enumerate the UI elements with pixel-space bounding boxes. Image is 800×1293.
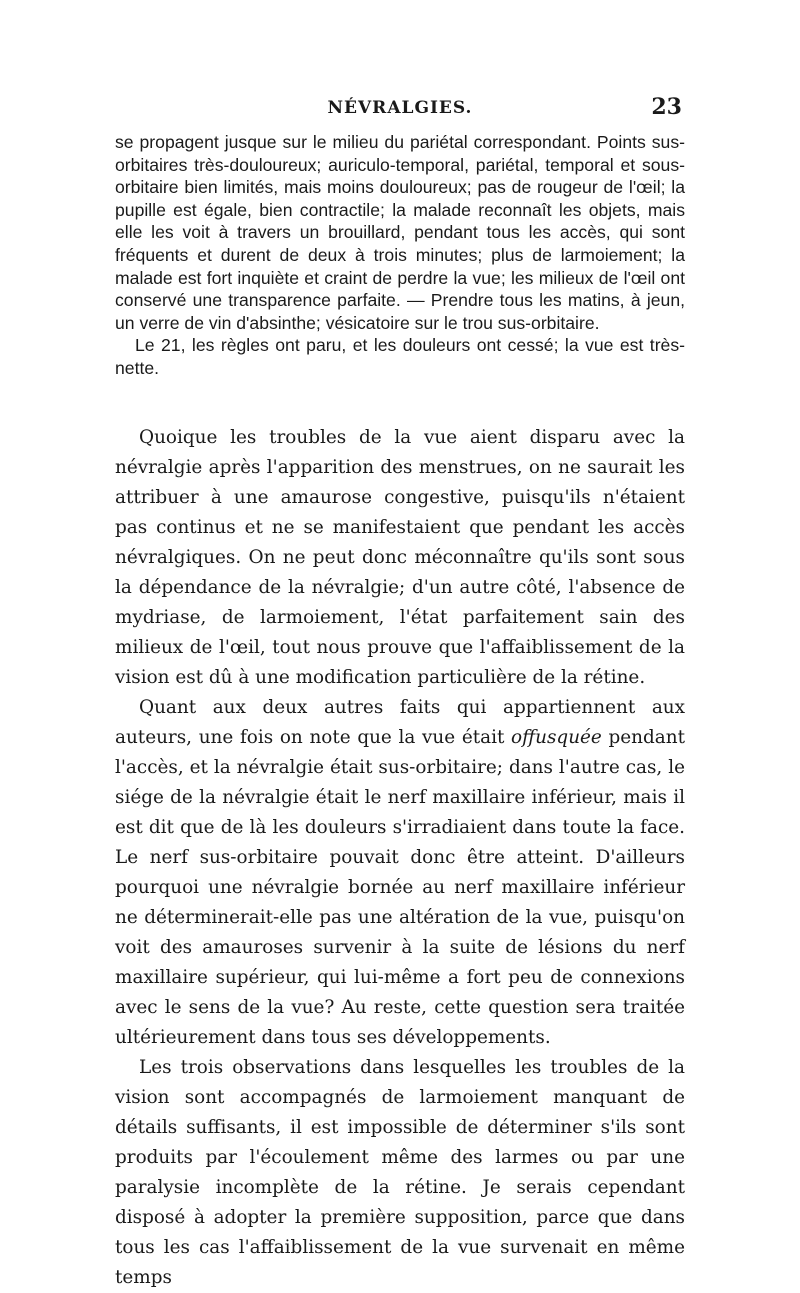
running-title: NÉVRALGIES. [327, 98, 473, 118]
discussion-text [115, 423, 685, 1293]
italic-term: offusquée [511, 727, 602, 748]
page-number: 23 [651, 94, 682, 120]
observation-paragraph: Le 21, les règles ont paru, et les douleurs ont cessé; la vue est très-nette. [115, 335, 685, 378]
paragraph-text: Quant aux deux autres faits qui appartiennent aux auteurs, une fois on note que la vue était [115, 697, 685, 748]
discussion-paragraph [115, 693, 685, 1053]
discussion-paragraph: Les trois observations dans lesquelles les troubles de la vision sont accompagnés de larmoiement manquant de détails suffisants, il est impossible de déterminer s'ils sont produits par l'écoulement même des larmes ou par une paralysie incomplète de la rétine. Je serais cependant disposé à adopter la première supposition, parce que dans tous les cas l'affaiblissement de la vue survenait en même temps [115, 1057, 685, 1288]
running-header [115, 94, 685, 124]
paragraph-text: pendant l'accès, et la névralgie était sus-orbitaire; dans l'autre cas, le siége de la névralgie était le nerf maxillaire inférieur, mais il est dit que de là les douleurs s'irradiaient dans toute la face. Le nerf sus-orbitaire pouvait donc être atteint. D'ailleurs pourquoi une névralgie bornée au nerf maxillaire inférieur ne déterminerait-elle pas une altération de la vue, puisqu'on voit des amauroses survenir à la suite de lésions du nerf maxillaire supérieur, qui lui-même a fort peu de connexions avec le sens de la vue? Au reste, cette question sera traitée ultérieurement dans tous ses développements. [115, 727, 685, 1048]
case-observation-text [115, 131, 685, 380]
discussion-paragraph: Quoique les troubles de la vue aient disparu avec la névralgie après l'apparition des menstrues, on ne saurait les attribuer à une amaurose congestive, puisqu'ils n'étaient pas continus et ne se manifestaient que pendant les accès névralgiques. On ne peut donc méconnaître qu'ils sont sous la dépendance de la névralgie; d'un autre côté, l'absence de mydriase, de larmoiement, l'état parfaitement sain des milieux de l'œil, tout nous prouve que l'affaiblissement de la vision est dû à une modification particulière de la rétine. [115, 427, 685, 688]
observation-paragraph: se propagent jusque sur le milieu du pariétal correspondant. Points sus-orbitaires très-douloureux; auriculo-temporal, pariétal, temporal et sous-orbitaire bien limités, mais moins douloureux; pas de rougeur de l'œil; la pupille est égale, bien contractile; la malade reconnaît les objets, mais elle les voit à travers un brouillard, pendant tous les accès, qui sont fréquents et durent de deux à trois minutes; plus de larmoiement; la malade est fort inquiète et craint de perdre la vue; les milieux de l'œil ont conservé une transparence parfaite. — Prendre tous les matins, à jeun, un verre de vin d'absinthe; vésicatoire sur le trou sus-orbitaire. [115, 132, 685, 333]
